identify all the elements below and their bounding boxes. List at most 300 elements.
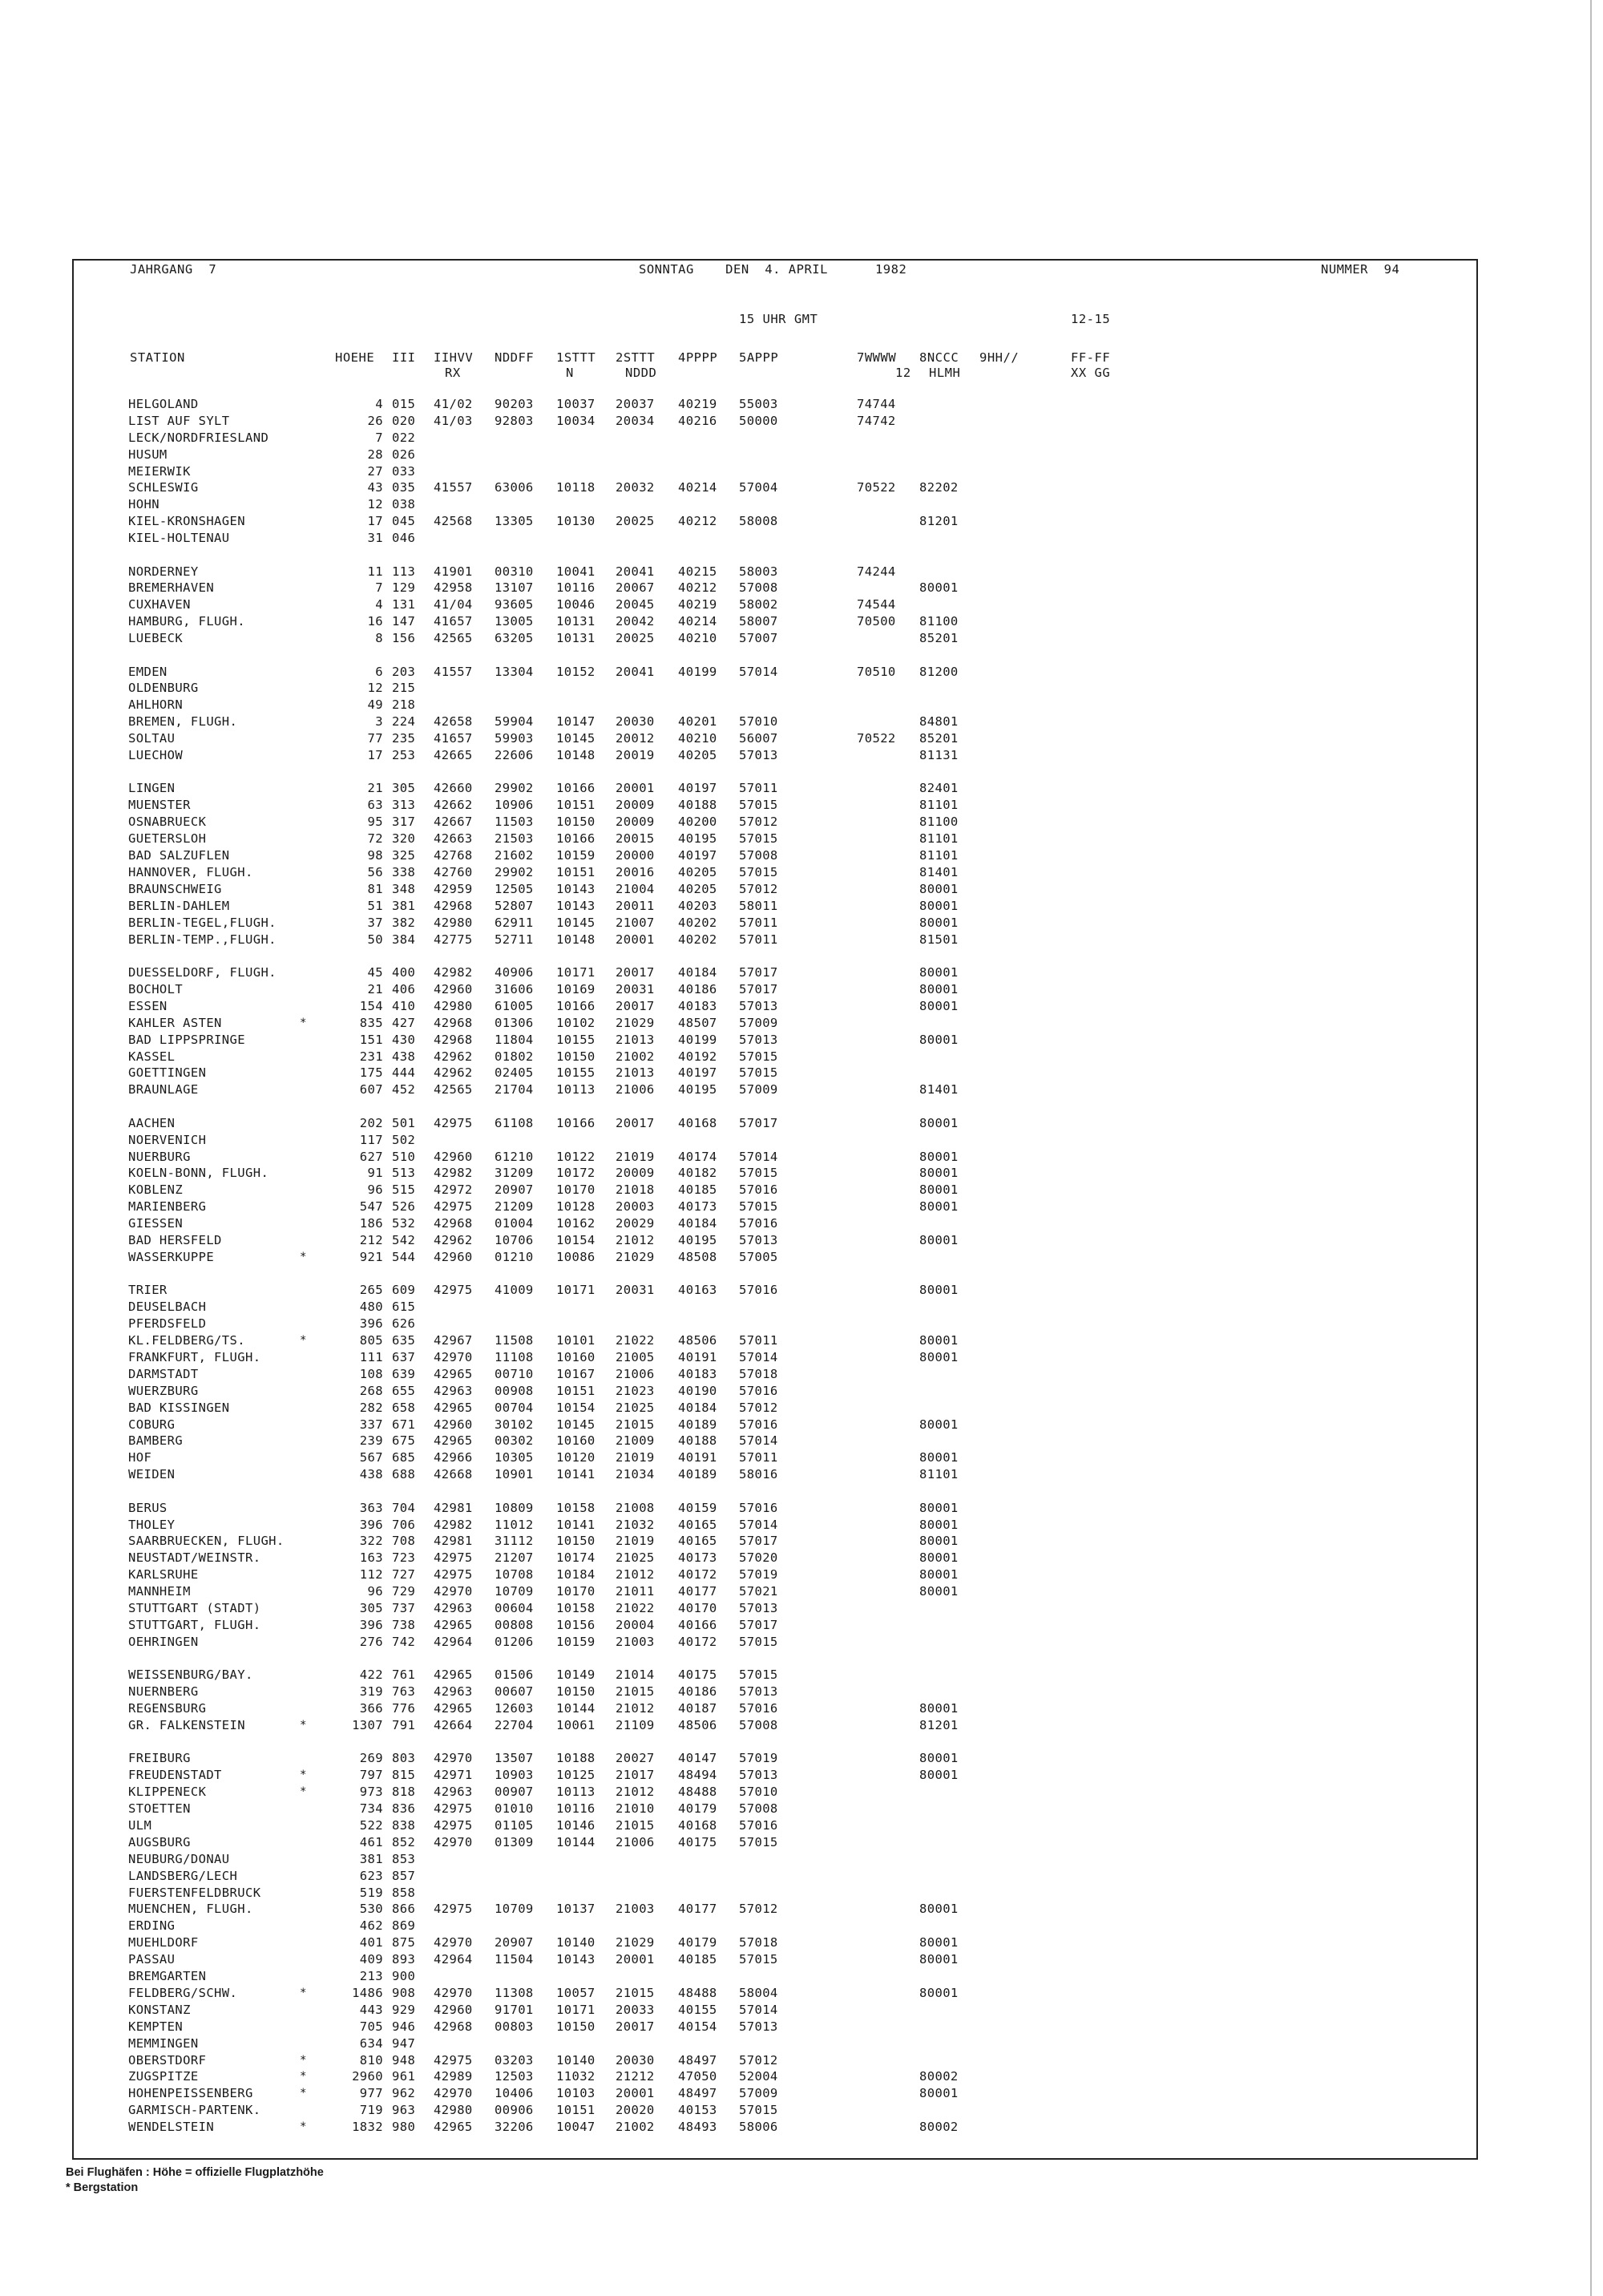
obs-group-2: 02405 xyxy=(495,1065,534,1080)
obs-group-3: 10143 xyxy=(556,1952,596,1967)
obs-group-7: 74244 xyxy=(857,564,896,579)
station-elevation: 462 xyxy=(359,1918,383,1933)
obs-group-5: 48488 xyxy=(678,1986,717,2000)
station-elevation: 63 xyxy=(367,798,383,812)
obs-group-7: 74744 xyxy=(857,397,896,411)
obs-group-3: 10141 xyxy=(556,1467,596,1481)
station-index: 947 xyxy=(392,2036,416,2051)
obs-group-3: 10171 xyxy=(556,1283,596,1297)
obs-group-5: 40212 xyxy=(678,580,717,595)
station-elevation: 443 xyxy=(359,2003,383,2017)
station-elevation: 705 xyxy=(359,2019,383,2034)
obs-group-5: 40205 xyxy=(678,865,717,879)
station-elevation: 480 xyxy=(359,1300,383,1314)
station-elevation: 112 xyxy=(359,1567,383,1582)
obs-group-2: 31112 xyxy=(495,1534,534,1548)
station-index: 708 xyxy=(392,1534,416,1548)
obs-group-2: 21207 xyxy=(495,1550,534,1565)
station-row xyxy=(0,1868,1603,1885)
obs-group-8: 80001 xyxy=(919,1952,959,1967)
station-row xyxy=(0,2085,1603,2102)
obs-group-2: 63205 xyxy=(495,631,534,645)
obs-group-5: 48497 xyxy=(678,2086,717,2100)
station-index: 131 xyxy=(392,597,416,612)
obs-group-5: 40179 xyxy=(678,1935,717,1950)
station-elevation: 4 xyxy=(375,597,383,612)
obs-group-5: 40174 xyxy=(678,1150,717,1164)
obs-group-3: 10167 xyxy=(556,1367,596,1381)
obs-group-5: 40195 xyxy=(678,831,717,846)
station-name: HAMBURG, FLUGH. xyxy=(128,614,245,629)
obs-group-1: 42981 xyxy=(434,1534,473,1548)
obs-group-1: 42971 xyxy=(434,1768,473,1782)
obs-group-1: 42960 xyxy=(434,2003,473,2017)
station-name: TRIER xyxy=(128,1283,168,1297)
obs-group-8: 80001 xyxy=(919,916,959,930)
obs-group-5: 40215 xyxy=(678,564,717,579)
station-name: KIEL-HOLTENAU xyxy=(128,531,230,545)
obs-group-1: 42962 xyxy=(434,1065,473,1080)
obs-group-5: 40205 xyxy=(678,882,717,896)
obs-group-2: 12503 xyxy=(495,2069,534,2084)
obs-group-3: 10128 xyxy=(556,1199,596,1214)
obs-group-4: 21029 xyxy=(616,1016,655,1030)
station-name: NUERNBERG xyxy=(128,1684,199,1699)
obs-group-1: 42775 xyxy=(434,932,473,947)
obs-group-6: 57015 xyxy=(739,2103,778,2117)
obs-group-6: 57016 xyxy=(739,1818,778,1833)
station-name: GR. FALKENSTEIN xyxy=(128,1718,245,1732)
obs-group-8: 81201 xyxy=(919,1718,959,1732)
station-name: NOERVENICH xyxy=(128,1133,207,1147)
station-index: 729 xyxy=(392,1584,416,1599)
obs-group-8: 81100 xyxy=(919,614,959,629)
obs-group-8: 81401 xyxy=(919,865,959,879)
station-index: 704 xyxy=(392,1501,416,1515)
obs-group-1: 42970 xyxy=(434,1584,473,1599)
obs-group-1: 42980 xyxy=(434,999,473,1013)
obs-group-4: 21014 xyxy=(616,1667,655,1682)
obs-group-3: 10158 xyxy=(556,1601,596,1615)
station-row xyxy=(0,1500,1603,1517)
obs-group-6: 57015 xyxy=(739,831,778,846)
obs-group-4: 21022 xyxy=(616,1333,655,1348)
obs-group-6: 57013 xyxy=(739,1601,778,1615)
obs-group-1: 42568 xyxy=(434,514,473,528)
obs-group-5: 40190 xyxy=(678,1384,717,1398)
station-name: STUTTGART (STADT) xyxy=(128,1601,261,1615)
obs-group-3: 10188 xyxy=(556,1751,596,1765)
obs-group-2: 93605 xyxy=(495,597,534,612)
station-index: 022 xyxy=(392,430,416,445)
obs-group-5: 40166 xyxy=(678,1618,717,1632)
station-name: ERDING xyxy=(128,1918,176,1933)
station-row xyxy=(0,2102,1603,2119)
obs-group-4: 21015 xyxy=(616,1818,655,1833)
station-row xyxy=(0,1583,1603,1600)
obs-group-4: 21015 xyxy=(616,1684,655,1699)
station-elevation: 567 xyxy=(359,1450,383,1465)
obs-group-4: 21012 xyxy=(616,1785,655,1799)
obs-group-1: 42963 xyxy=(434,1684,473,1699)
station-row xyxy=(0,1466,1603,1483)
obs-group-4: 21013 xyxy=(616,1033,655,1047)
station-elevation: 1307 xyxy=(352,1718,383,1732)
station-elevation: 202 xyxy=(359,1116,383,1130)
obs-group-1: 42962 xyxy=(434,1233,473,1247)
obs-group-2: 92803 xyxy=(495,414,534,428)
station-elevation: 117 xyxy=(359,1133,383,1147)
station-elevation: 381 xyxy=(359,1852,383,1866)
obs-group-3: 10146 xyxy=(556,1818,596,1833)
station-index: 033 xyxy=(392,464,416,479)
station-elevation: 396 xyxy=(359,1518,383,1532)
obs-group-4: 20009 xyxy=(616,1166,655,1180)
station-elevation: 268 xyxy=(359,1384,383,1398)
obs-group-2: 91701 xyxy=(495,2003,534,2017)
obs-group-4: 21019 xyxy=(616,1534,655,1548)
station-index: 305 xyxy=(392,781,416,795)
obs-group-3: 10144 xyxy=(556,1835,596,1849)
obs-group-2: 01105 xyxy=(495,1818,534,1833)
station-elevation: 108 xyxy=(359,1367,383,1381)
obs-group-6: 57018 xyxy=(739,1935,778,1950)
obs-group-4: 21011 xyxy=(616,1584,655,1599)
obs-group-2: 00908 xyxy=(495,1384,534,1398)
obs-group-8: 84801 xyxy=(919,714,959,729)
station-name: KAHLER ASTEN xyxy=(128,1016,222,1030)
station-index: 317 xyxy=(392,815,416,829)
obs-group-1: 42968 xyxy=(434,2019,473,2034)
station-row xyxy=(0,1533,1603,1550)
station-name: NEUSTADT/WEINSTR. xyxy=(128,1550,261,1565)
obs-group-6: 57016 xyxy=(739,1501,778,1515)
obs-group-1: 42972 xyxy=(434,1182,473,1197)
obs-group-4: 20009 xyxy=(616,815,655,829)
obs-group-6: 57008 xyxy=(739,848,778,863)
obs-group-1: 42664 xyxy=(434,1718,473,1732)
obs-group-3: 10147 xyxy=(556,714,596,729)
obs-group-8: 80001 xyxy=(919,1768,959,1782)
obs-group-6: 57008 xyxy=(739,1718,778,1732)
obs-group-6: 57015 xyxy=(739,1199,778,1214)
obs-group-3: 10151 xyxy=(556,2103,596,2117)
obs-group-4: 20000 xyxy=(616,848,655,863)
station-elevation: 27 xyxy=(367,464,383,479)
obs-group-2: 00803 xyxy=(495,2019,534,2034)
station-elevation: 7 xyxy=(375,580,383,595)
obs-group-3: 10140 xyxy=(556,2053,596,2068)
station-name: WUERZBURG xyxy=(128,1384,199,1398)
station-elevation: 11 xyxy=(367,564,383,579)
obs-group-5: 40188 xyxy=(678,1433,717,1448)
station-name: AACHEN xyxy=(128,1116,176,1130)
station-row xyxy=(0,1700,1603,1717)
obs-group-6: 57009 xyxy=(739,2086,778,2100)
station-index: 900 xyxy=(392,1969,416,1983)
station-index: 526 xyxy=(392,1199,416,1214)
station-elevation: 186 xyxy=(359,1216,383,1231)
obs-group-1: 42989 xyxy=(434,2069,473,2084)
station-elevation: 72 xyxy=(367,831,383,846)
obs-group-8: 81101 xyxy=(919,831,959,846)
obs-group-1: 42662 xyxy=(434,798,473,812)
obs-group-6: 57011 xyxy=(739,781,778,795)
obs-group-2: 59904 xyxy=(495,714,534,729)
station-name: OSNABRUECK xyxy=(128,815,207,829)
obs-group-2: 90203 xyxy=(495,397,534,411)
station-elevation: 276 xyxy=(359,1635,383,1649)
obs-group-3: 10086 xyxy=(556,1250,596,1264)
station-name: BERLIN-DAHLEM xyxy=(128,899,230,913)
station-row xyxy=(0,1834,1603,1851)
station-row xyxy=(0,1115,1603,1132)
station-elevation: 337 xyxy=(359,1417,383,1432)
obs-group-4: 21005 xyxy=(616,1350,655,1364)
station-elevation: 111 xyxy=(359,1350,383,1364)
station-row xyxy=(0,413,1603,430)
obs-group-2: 29902 xyxy=(495,781,534,795)
obs-group-4: 21032 xyxy=(616,1518,655,1532)
obs-group-4: 20001 xyxy=(616,1952,655,1967)
station-name: BERLIN-TEGEL,FLUGH. xyxy=(128,916,277,930)
obs-group-3: 11032 xyxy=(556,2069,596,2084)
obs-group-3: 10113 xyxy=(556,1785,596,1799)
station-row xyxy=(0,580,1603,596)
station-elevation: 634 xyxy=(359,2036,383,2051)
obs-group-8: 80001 xyxy=(919,1534,959,1548)
obs-group-1: 42667 xyxy=(434,815,473,829)
obs-group-6: 57015 xyxy=(739,1635,778,1649)
obs-group-8: 80001 xyxy=(919,1751,959,1765)
station-name: LINGEN xyxy=(128,781,176,795)
station-elevation: 37 xyxy=(367,916,383,930)
obs-group-5: 40214 xyxy=(678,614,717,629)
obs-group-8: 81131 xyxy=(919,748,959,762)
obs-group-6: 57015 xyxy=(739,1667,778,1682)
obs-group-2: 22704 xyxy=(495,1718,534,1732)
station-name: LUECHOW xyxy=(128,748,184,762)
obs-group-8: 80001 xyxy=(919,1199,959,1214)
obs-group-3: 10166 xyxy=(556,1116,596,1130)
obs-group-6: 57016 xyxy=(739,1182,778,1197)
obs-group-1: 42968 xyxy=(434,899,473,913)
obs-group-1: 42959 xyxy=(434,882,473,896)
station-index: 723 xyxy=(392,1550,416,1565)
obs-group-6: 57012 xyxy=(739,1401,778,1415)
obs-group-1: 42960 xyxy=(434,1417,473,1432)
footnote-airports: Bei Flughäfen : Höhe = offizielle Flugplatzhöhe xyxy=(66,2166,324,2179)
obs-group-4: 20017 xyxy=(616,965,655,980)
obs-group-6: 58002 xyxy=(739,597,778,612)
obs-group-4: 21007 xyxy=(616,916,655,930)
obs-group-3: 10170 xyxy=(556,1584,596,1599)
station-index: 869 xyxy=(392,1918,416,1933)
station-row xyxy=(0,1132,1603,1149)
obs-group-8: 81101 xyxy=(919,848,959,863)
station-name: HUSUM xyxy=(128,447,168,462)
station-index: 544 xyxy=(392,1250,416,1264)
station-name: KOELN-BONN, FLUGH. xyxy=(128,1166,269,1180)
obs-group-2: 22606 xyxy=(495,748,534,762)
station-elevation: 77 xyxy=(367,731,383,746)
station-name: OLDENBURG xyxy=(128,681,199,695)
station-name: DUESSELDORF, FLUGH. xyxy=(128,965,277,980)
station-row xyxy=(0,1750,1603,1767)
obs-group-4: 20017 xyxy=(616,999,655,1013)
station-elevation: 151 xyxy=(359,1033,383,1047)
obs-group-2: 10903 xyxy=(495,1768,534,1782)
station-row xyxy=(0,1149,1603,1166)
station-name: COBURG xyxy=(128,1417,176,1432)
station-row xyxy=(0,1951,1603,1968)
obs-group-6: 57017 xyxy=(739,982,778,996)
obs-group-3: 10155 xyxy=(556,1065,596,1080)
obs-group-3: 10102 xyxy=(556,1016,596,1030)
station-name: BRAUNLAGE xyxy=(128,1082,199,1097)
station-index: 113 xyxy=(392,564,416,579)
station-row xyxy=(0,1349,1603,1366)
obs-group-4: 21002 xyxy=(616,1049,655,1064)
station-name: DARMSTADT xyxy=(128,1367,199,1381)
obs-group-1: 42967 xyxy=(434,1333,473,1348)
obs-group-8: 80001 xyxy=(919,580,959,595)
obs-group-4: 21034 xyxy=(616,1467,655,1481)
station-row xyxy=(0,964,1603,981)
obs-group-3: 10145 xyxy=(556,916,596,930)
obs-group-8: 80001 xyxy=(919,999,959,1013)
obs-group-2: 20907 xyxy=(495,1935,534,1950)
obs-group-5: 40195 xyxy=(678,1082,717,1097)
station-elevation: 363 xyxy=(359,1501,383,1515)
station-index: 961 xyxy=(392,2069,416,2084)
station-index: 609 xyxy=(392,1283,416,1297)
station-name: BREMGARTEN xyxy=(128,1969,207,1983)
obs-group-8: 80001 xyxy=(919,1166,959,1180)
station-row xyxy=(0,2002,1603,2019)
station-name: WEISSENBURG/BAY. xyxy=(128,1667,253,1682)
obs-group-4: 20011 xyxy=(616,899,655,913)
obs-group-5: 40199 xyxy=(678,1033,717,1047)
obs-group-1: 42565 xyxy=(434,631,473,645)
obs-group-6: 52004 xyxy=(739,2069,778,2084)
obs-group-4: 21015 xyxy=(616,1417,655,1432)
station-elevation: 530 xyxy=(359,1902,383,1916)
obs-group-8: 80001 xyxy=(919,1417,959,1432)
obs-group-3: 10103 xyxy=(556,2086,596,2100)
obs-group-1: 42980 xyxy=(434,916,473,930)
obs-group-1: 42968 xyxy=(434,1033,473,1047)
obs-group-2: 01802 xyxy=(495,1049,534,1064)
obs-group-6: 57008 xyxy=(739,580,778,595)
obs-group-1: 42970 xyxy=(434,1835,473,1849)
obs-group-4: 20017 xyxy=(616,1116,655,1130)
obs-group-6: 58016 xyxy=(739,1467,778,1481)
station-elevation: 163 xyxy=(359,1550,383,1565)
obs-group-5: 40195 xyxy=(678,1233,717,1247)
footnote-mountain: * Bergstation xyxy=(66,2181,139,2194)
station-name: GUETERSLOH xyxy=(128,831,207,846)
station-row xyxy=(0,713,1603,730)
obs-group-2: 00310 xyxy=(495,564,534,579)
station-row xyxy=(0,981,1603,998)
obs-group-5: 40173 xyxy=(678,1550,717,1565)
obs-group-5: 40197 xyxy=(678,848,717,863)
obs-group-2: 00907 xyxy=(495,1785,534,1799)
station-index: 761 xyxy=(392,1667,416,1682)
obs-group-6: 57013 xyxy=(739,1684,778,1699)
station-name: STUTTGART, FLUGH. xyxy=(128,1618,261,1632)
obs-group-8: 81401 xyxy=(919,1082,959,1097)
obs-group-6: 58008 xyxy=(739,514,778,528)
station-index: 946 xyxy=(392,2019,416,2034)
station-name: FELDBERG/SCHW. xyxy=(128,1986,238,2000)
station-row xyxy=(0,797,1603,814)
obs-group-5: 40165 xyxy=(678,1534,717,1548)
obs-group-1: 42960 xyxy=(434,1150,473,1164)
mountain-station-mark: * xyxy=(300,1017,307,1029)
obs-group-3: 10150 xyxy=(556,1534,596,1548)
obs-group-4: 20031 xyxy=(616,1283,655,1297)
station-name: GARMISCH-PARTENK. xyxy=(128,2103,261,2117)
mountain-station-mark: * xyxy=(300,2087,307,2100)
obs-group-2: 31209 xyxy=(495,1166,534,1180)
col-5appp: 5APPP xyxy=(739,350,779,365)
obs-group-6: 57016 xyxy=(739,1384,778,1398)
obs-group-1: 42968 xyxy=(434,1216,473,1231)
obs-group-2: 21503 xyxy=(495,831,534,846)
station-index: 253 xyxy=(392,748,416,762)
station-name: CUXHAVEN xyxy=(128,597,191,612)
station-name: BOCHOLT xyxy=(128,982,184,996)
obs-group-2: 13304 xyxy=(495,665,534,679)
obs-group-6: 57016 xyxy=(739,1417,778,1432)
mountain-station-mark: * xyxy=(300,2070,307,2083)
station-index: 532 xyxy=(392,1216,416,1231)
station-index: 776 xyxy=(392,1701,416,1716)
obs-group-4: 21012 xyxy=(616,1233,655,1247)
obs-group-6: 57010 xyxy=(739,714,778,729)
obs-group-2: 01306 xyxy=(495,1016,534,1030)
station-row xyxy=(0,1517,1603,1534)
obs-group-5: 40219 xyxy=(678,397,717,411)
station-name: SAARBRUECKEN, FLUGH. xyxy=(128,1534,285,1548)
obs-group-1: 42760 xyxy=(434,865,473,879)
obs-group-7: 70500 xyxy=(857,614,896,629)
station-name: BERLIN-TEMP.,FLUGH. xyxy=(128,932,277,947)
station-elevation: 265 xyxy=(359,1283,383,1297)
obs-group-2: 00808 xyxy=(495,1618,534,1632)
obs-group-5: 40214 xyxy=(678,480,717,495)
station-name: MEIERWIK xyxy=(128,464,191,479)
obs-group-3: 10118 xyxy=(556,480,596,495)
station-index: 742 xyxy=(392,1635,416,1649)
station-index: 963 xyxy=(392,2103,416,2117)
station-elevation: 51 xyxy=(367,899,383,913)
obs-group-4: 21018 xyxy=(616,1182,655,1197)
obs-group-6: 57015 xyxy=(739,1952,778,1967)
obs-group-3: 10154 xyxy=(556,1233,596,1247)
obs-group-4: 20042 xyxy=(616,614,655,629)
station-row xyxy=(0,881,1603,898)
obs-group-4: 21212 xyxy=(616,2069,655,2084)
obs-group-6: 57013 xyxy=(739,1768,778,1782)
obs-group-2: 59903 xyxy=(495,731,534,746)
mountain-station-mark: * xyxy=(300,1987,307,1999)
station-index: 400 xyxy=(392,965,416,980)
obs-group-6: 57013 xyxy=(739,1033,778,1047)
station-elevation: 3 xyxy=(375,714,383,729)
